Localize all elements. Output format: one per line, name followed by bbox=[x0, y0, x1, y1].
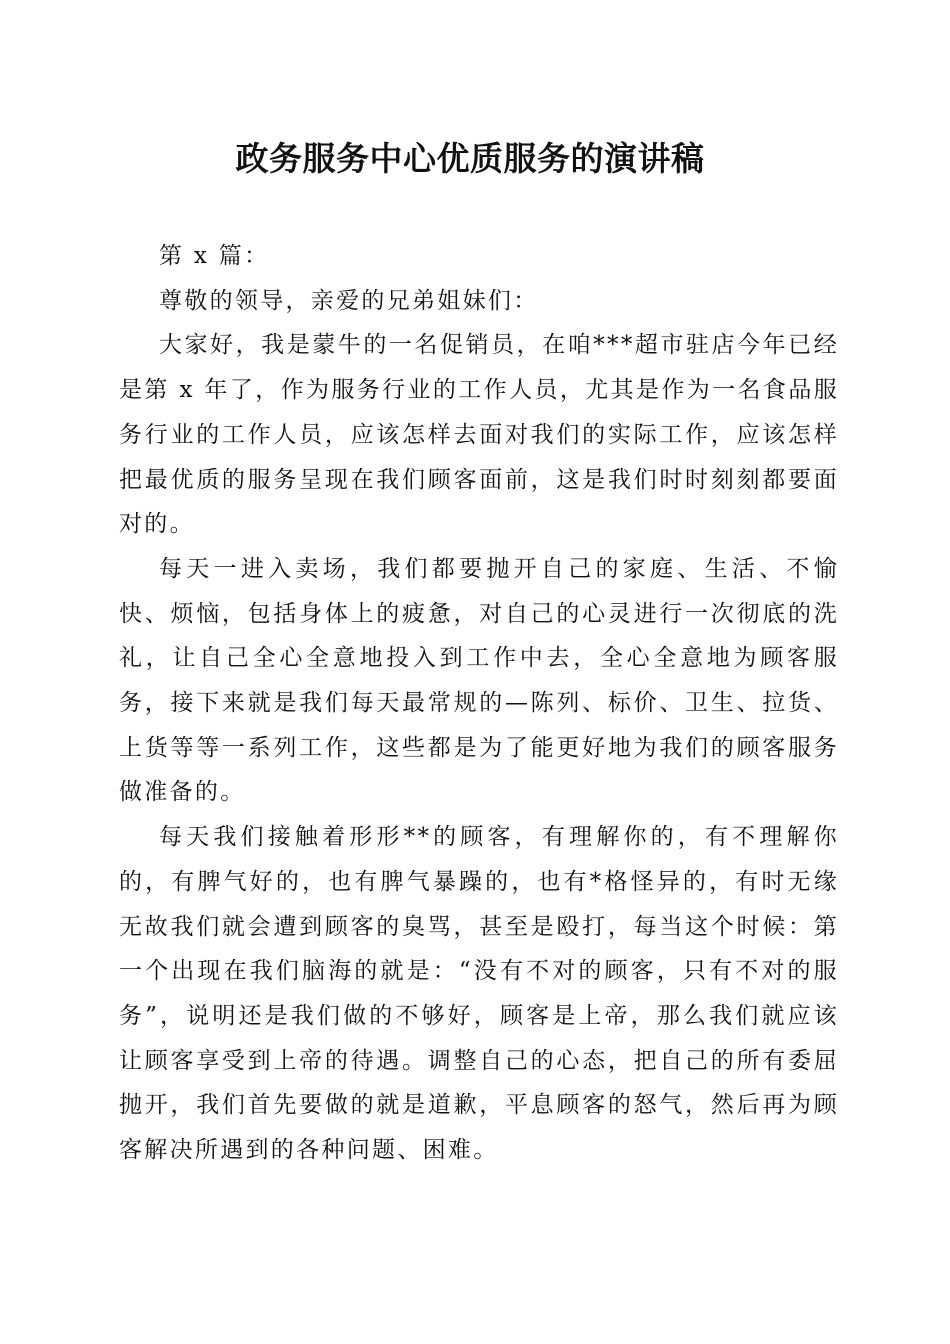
salutation: 尊敬的领导，亲爱的兄弟姐妹们： bbox=[159, 287, 539, 314]
section-heading: 第 x 篇： bbox=[159, 243, 270, 269]
document-title: 政务服务中心优质服务的演讲稿 bbox=[235, 139, 705, 178]
paragraph-daily-work: 每天一进入卖场，我们都要抛开自己的家庭、生活、不愉快、烦恼，包括身体上的疲惫，对自己的心灵进行一次彻底的洗礼，让自己全心全意地投入到工作中去，全心全意地为顾客服务，接下来就是我们每天最常规的—陈列、标价、卫生、拉货、上货等等一系列工作，这些都是为了能更好地为我们的顾客服务做准备的。 bbox=[119, 555, 839, 806]
paragraph-intro: 大家好，我是蒙牛的一名促销员，在咱***超市驻店今年已经是第 x 年了，作为服务行业的工作人员，尤其是作为一名食品服务行业的工作人员，应该怎样去面对我们的实际工作，应该怎样把最优质的服务呈现在我们顾客面前，这是我们时时刻刻都要面对的。 bbox=[119, 332, 839, 538]
document-body bbox=[119, 234, 839, 1173]
paragraph-customers: 每天我们接触着形形**的顾客，有理解你的，有不理解你的，有脾气好的，也有脾气暴躁的，也有*格怪异的，有时无缘无故我们就会遭到顾客的臭骂，甚至是殴打，每当这个时候：第一个出现在我们脑海的就是：“没有不对的顾客，只有不对的服务”，说明还是我们做的不够好，顾客是上帝，那么我们就应该让顾客享受到上帝的待遇。调整自己的心态，把自己的所有委屈抛开，我们首先要做的就是道歉，平息顾客的怒气，然后再为顾客解决所遇到的各种问题、困难。 bbox=[119, 824, 839, 1164]
